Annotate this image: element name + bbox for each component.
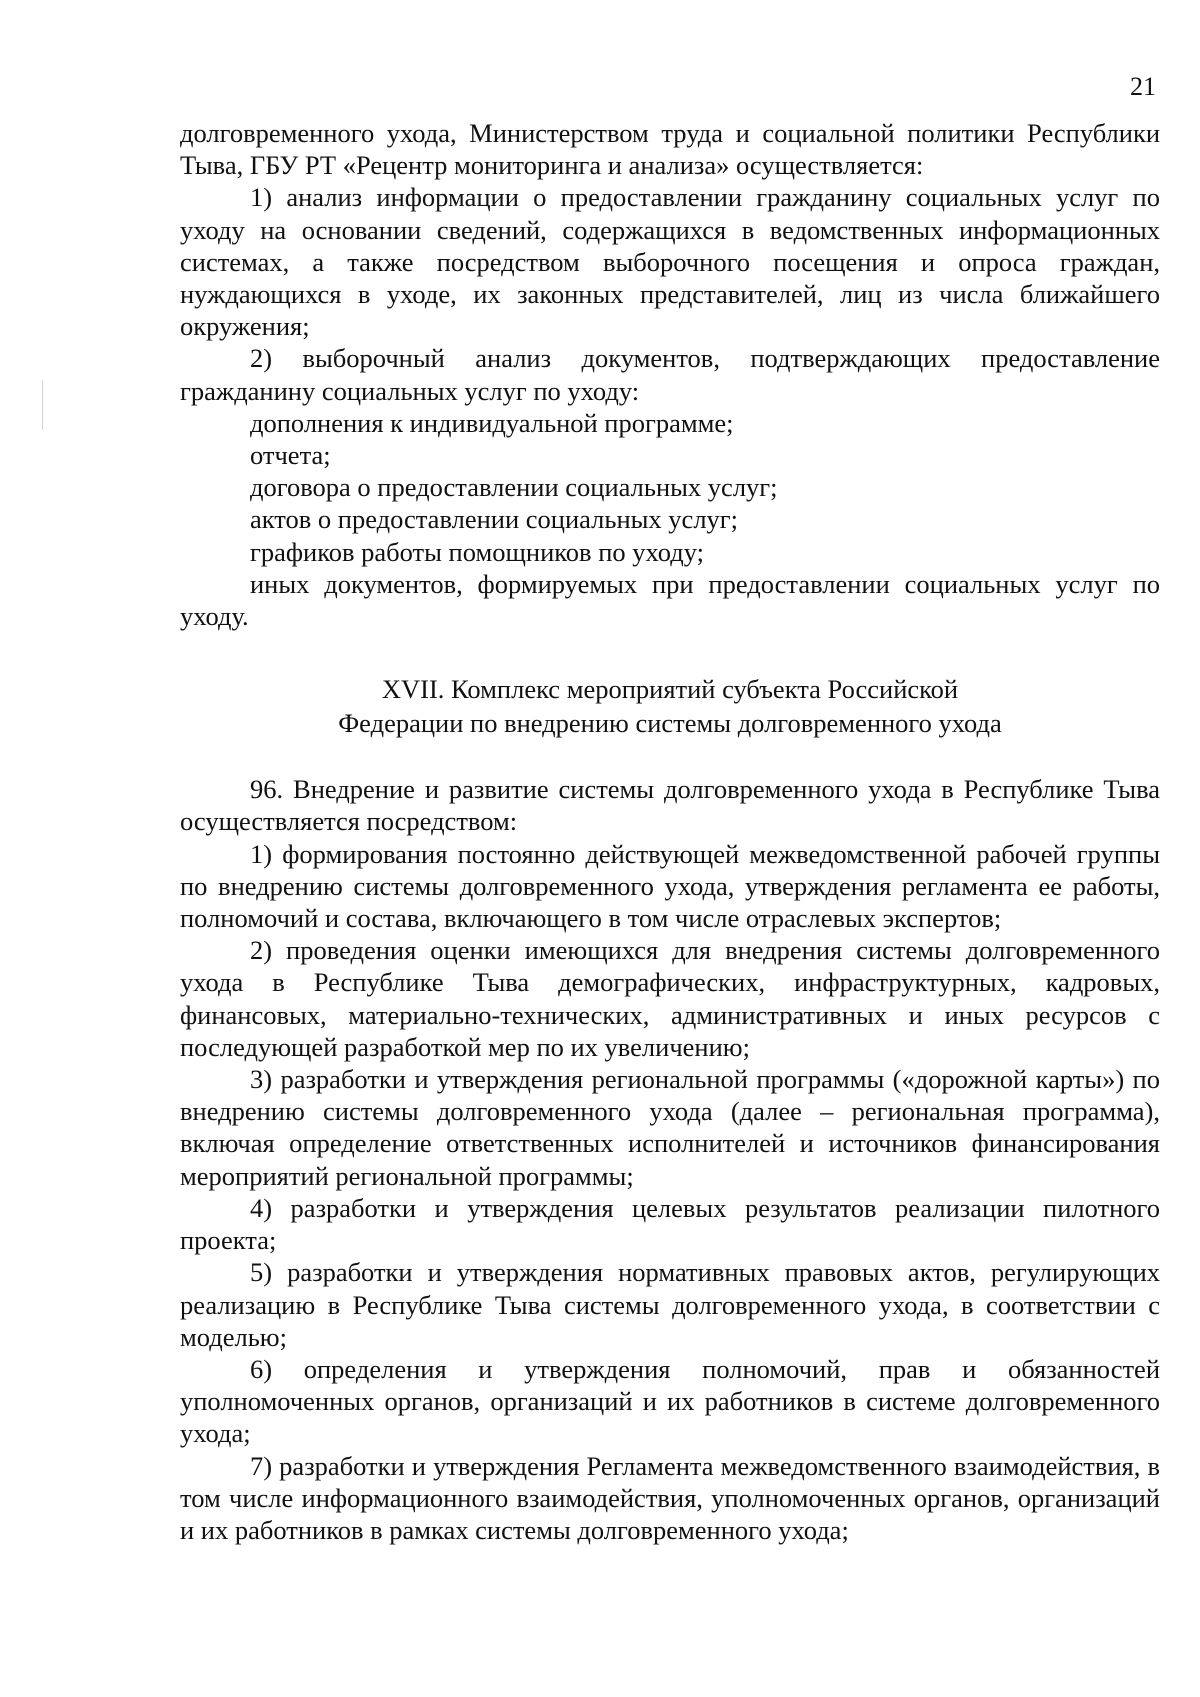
doc-list-item: договора о предоставлении социальных услуг; — [250, 472, 778, 503]
measure-item-4: 4) разработки и утверждения целевых результатов реализации пилотного проекта; — [180, 1192, 1160, 1256]
document-body — [180, 117, 1160, 1546]
paragraph-item-1-analysis: 1) анализ информации о предоставлении гражданину социальных услуг по уходу на основании сведений, содержащихся в ведомственных информационных системах, а также посредством выборочного посещения и опроса граждан, нуждающихся в уходе, их законных представителей, лиц из числа ближайшего окружения; — [180, 182, 1160, 342]
measure-item-6: 6) определения и утверждения полномочий, прав и обязанностей уполномоченных органов, организаций и их работников в системе долговременного ухода; — [180, 1353, 1160, 1449]
paragraph-item-2-document-review: 2) выборочный анализ документов, подтверждающих предоставление гражданину социальных услуг по уходу: — [180, 343, 1160, 406]
section-heading — [180, 672, 1160, 740]
measure-item-5: 5) разработки и утверждения нормативных правовых актов, регулирующих реализацию в Республике Тыва системы долговременного ухода, в соответствии с моделью; — [180, 1257, 1160, 1352]
doc-list-item: актов о предоставлении социальных услуг; — [250, 504, 739, 535]
section-heading-line-2: Федерации по внедрению системы долговременного ухода — [338, 708, 1002, 739]
page-number: 21 — [1130, 72, 1156, 101]
paragraph-96: 96. Внедрение и развитие системы долговременного ухода в Республике Тыва осуществляется посредством: — [180, 774, 1160, 837]
paragraph-other-documents: иных документов, формируемых при предоставлении социальных услуг по уходу. — [180, 568, 1160, 632]
section-heading-line-1: XVII. Комплекс мероприятий субъекта Российской — [381, 674, 959, 705]
measure-item-7: 7) разработки и утверждения Регламента межведомственного взаимодействия, в том числе информационного взаимодействия, уполномоченных органов, организаций и их работников в рамках системы долговременного ухода; — [180, 1450, 1160, 1545]
doc-list-item: графиков работы помощников по уходу; — [250, 536, 704, 567]
measure-item-2: 2) проведения оценки имеющихся для внедрения системы долговременного ухода в Республике Тыва демографических, инфраструктурных, кадровых, финансовых, материально-технических, административных и иных ресурсов с последующей разработкой мер по их увеличению; — [180, 935, 1160, 1062]
paragraph-intro-continuation: долговременного ухода, Министерством труда и социальной политики Республики Тыва, ГБУ РТ «Рецентр мониторинга и анализа» осуществляется: — [180, 118, 1160, 181]
measure-item-1: 1) формирования постоянно действующей межведомственной рабочей группы по внедрению системы долговременного ухода, утверждения регламента ее работы, полномочий и состава, включающего в том числе отраслевых экспертов; — [180, 838, 1160, 934]
doc-list-item: отчета; — [250, 440, 331, 471]
measure-item-3: 3) разработки и утверждения региональной программы («дорожной карты») по внедрению системы долговременного ухода (далее – региональная программа), включая определение ответственных исполнителей и источников финансирования мероприятий региональной программы; — [180, 1064, 1160, 1191]
scan-margin-mark — [42, 380, 43, 430]
doc-list-item: дополнения к индивидуальной программе; — [250, 407, 734, 438]
